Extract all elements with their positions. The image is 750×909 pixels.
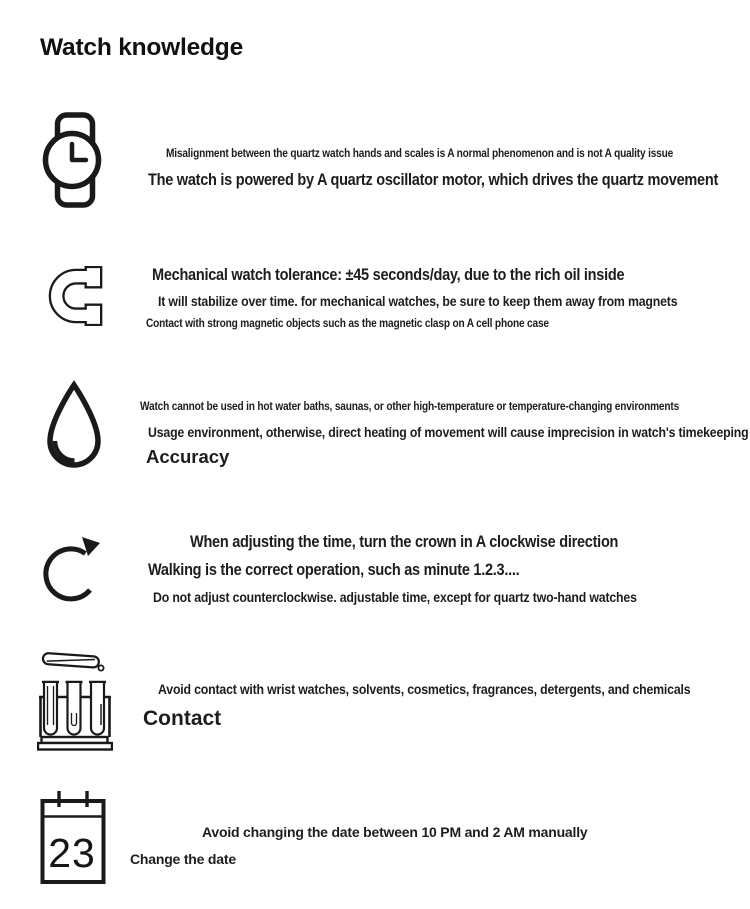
text-line: Avoid contact with wrist watches, solvents, cosmetics, fragrances, detergents, and chemicals bbox=[158, 681, 691, 697]
section-text bbox=[120, 824, 745, 868]
calendar-icon bbox=[38, 788, 108, 886]
section-text bbox=[120, 533, 745, 605]
page-title: Watch knowledge bbox=[40, 34, 244, 61]
text-line: Contact bbox=[143, 706, 222, 730]
magnet-icon bbox=[45, 266, 107, 326]
text-line: Accuracy bbox=[146, 445, 230, 467]
rotate-clockwise-icon bbox=[41, 526, 107, 612]
text-line: Walking is the correct operation, such as minute 1.2.3.... bbox=[148, 560, 520, 579]
test-tubes-icon bbox=[37, 650, 113, 752]
text-line: When adjusting the time, turn the crown in A clockwise direction bbox=[190, 533, 619, 551]
text-line: Usage environment, otherwise, direct heating of movement will cause imprecision in watch's timekeeping bbox=[148, 423, 749, 440]
section-text bbox=[120, 148, 745, 191]
water-drop-icon bbox=[41, 380, 107, 480]
wrist-watch-icon bbox=[42, 112, 106, 208]
text-line: Do not adjust counterclockwise. adjustable time, except for quartz two-hand watches bbox=[153, 588, 637, 605]
section-text bbox=[120, 681, 745, 731]
text-line: The watch is powered by A quartz oscillator motor, which drives the quartz movement bbox=[148, 170, 719, 189]
text-line: Watch cannot be used in hot water baths, saunas, or other high-temperature or temperature-changing environments bbox=[140, 401, 680, 413]
text-line: Misalignment between the quartz watch hands and scales is A normal phenomenon and is not A quality issue bbox=[166, 148, 674, 160]
text-line: Contact with strong magnetic objects such as the magnetic clasp on A cell phone case bbox=[146, 317, 549, 330]
text-line: Avoid changing the date between 10 PM and 2 AM manually bbox=[202, 824, 588, 840]
text-line: Mechanical watch tolerance: ±45 seconds/day, due to the rich oil inside bbox=[152, 266, 625, 284]
text-line: Change the date bbox=[130, 850, 236, 867]
section-text bbox=[120, 266, 745, 331]
section-text bbox=[120, 401, 749, 468]
text-line: It will stabilize over time. for mechanical watches, be sure to keep them away from magnets bbox=[158, 292, 678, 309]
calendar-day-number: 23 bbox=[48, 830, 96, 876]
